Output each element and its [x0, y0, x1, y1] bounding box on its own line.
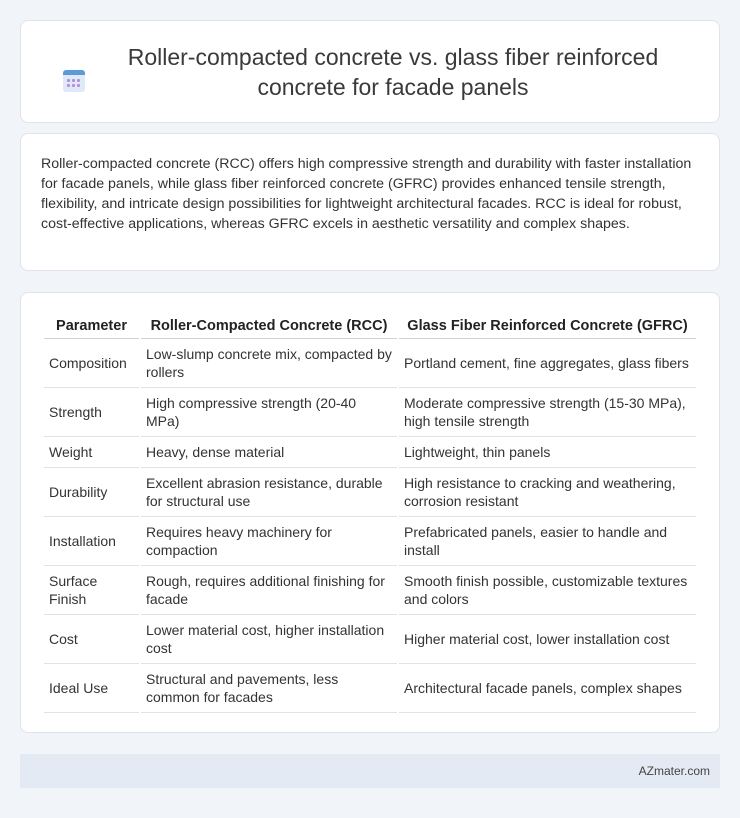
row-gfrc: Architectural facade panels, complex shapes [399, 664, 696, 713]
row-rcc: Low-slump concrete mix, compacted by rollers [141, 339, 397, 388]
table-header-row [44, 313, 696, 339]
table-row [44, 468, 696, 517]
header-rcc: Roller-Compacted Concrete (RCC) [141, 313, 397, 339]
footer-brand[interactable]: AZmater.com [638, 764, 710, 778]
row-parameter: Composition [44, 339, 139, 388]
table-row [44, 437, 696, 468]
page-title: Roller-compacted concrete vs. glass fiber reinforced concrete for facade panels [127, 43, 659, 100]
header-gfrc: Glass Fiber Reinforced Concrete (GFRC) [399, 313, 696, 339]
table-row [44, 664, 696, 713]
intro-card [20, 133, 720, 271]
row-parameter: Surface Finish [44, 566, 139, 615]
row-parameter: Strength [44, 388, 139, 437]
row-gfrc: Lightweight, thin panels [399, 437, 696, 468]
row-gfrc: Smooth finish possible, customizable textures and colors [399, 566, 696, 615]
calendar-icon [62, 69, 86, 93]
table-row [44, 388, 696, 437]
row-rcc: Heavy, dense material [141, 437, 397, 468]
table-row [44, 517, 696, 566]
row-parameter: Cost [44, 615, 139, 664]
header-parameter: Parameter [44, 313, 139, 339]
row-parameter: Ideal Use [44, 664, 139, 713]
row-parameter: Durability [44, 468, 139, 517]
row-rcc: Excellent abrasion resistance, durable for structural use [141, 468, 397, 517]
intro-text: Roller-compacted concrete (RCC) offers high compressive strength and durability with faster installation for facade panels, while glass fiber reinforced concrete (GFRC) provides enhanced tensile strength, flexibility, and intricate design possibilities for lightweight architectural facades. RCC is ideal for robust, cost-effective applications, whereas GFRC excels in aesthetic versatility and complex shapes. [41, 156, 692, 232]
table-row [44, 339, 696, 388]
table-row [44, 566, 696, 615]
table-row [44, 615, 696, 664]
comparison-table [42, 313, 698, 713]
row-gfrc: High resistance to cracking and weathering, corrosion resistant [399, 468, 696, 517]
row-rcc: Requires heavy machinery for compaction [141, 517, 397, 566]
row-parameter: Weight [44, 437, 139, 468]
row-gfrc: Portland cement, fine aggregates, glass fibers [399, 339, 696, 388]
row-gfrc: Moderate compressive strength (15-30 MPa), high tensile strength [399, 388, 696, 437]
row-rcc: Structural and pavements, less common for facades [141, 664, 397, 713]
row-rcc: High compressive strength (20-40 MPa) [141, 388, 397, 437]
comparison-table-card [20, 292, 720, 733]
row-rcc: Rough, requires additional finishing for facade [141, 566, 397, 615]
row-rcc: Lower material cost, higher installation cost [141, 615, 397, 664]
row-parameter: Installation [44, 517, 139, 566]
title-card [20, 20, 720, 123]
row-gfrc: Prefabricated panels, easier to handle and install [399, 517, 696, 566]
footer-bar [20, 754, 720, 788]
row-gfrc: Higher material cost, lower installation cost [399, 615, 696, 664]
